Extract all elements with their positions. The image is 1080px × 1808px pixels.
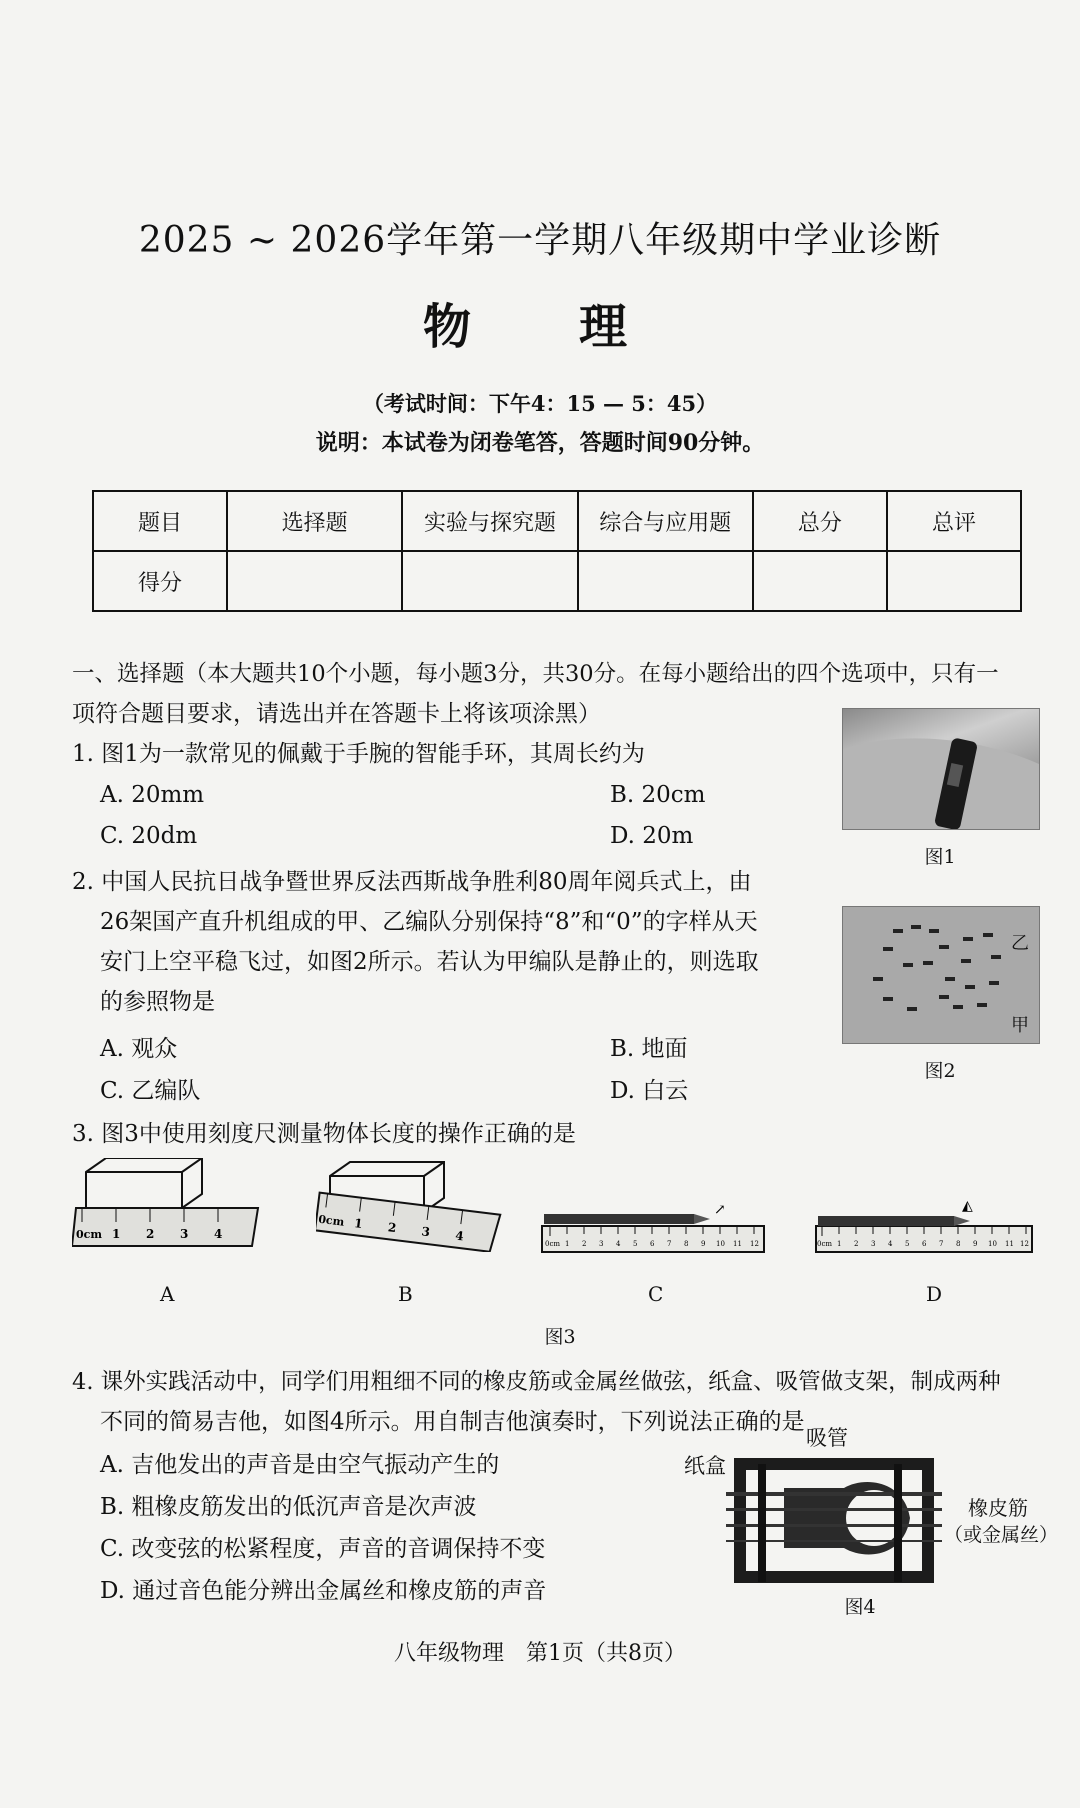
ruler-a-2: 2 — [146, 1227, 155, 1241]
section1-heading-line2: 项符合题目要求，请选出并在答题卡上将该项涂黑） — [72, 701, 601, 727]
q1-stem: 1. 图1为一款常见的佩戴于手腕的智能手环，其周长约为 — [72, 741, 645, 767]
q1-option-a[interactable]: A. 20mm — [100, 782, 205, 808]
ruler-d-0: 0cm — [817, 1240, 833, 1248]
ruler-c-8: 8 — [684, 1240, 689, 1248]
figure3-option-b-ruler — [316, 1158, 506, 1252]
ruler-c-6: 6 — [650, 1240, 655, 1248]
figure1-smart-band-photo — [842, 708, 1040, 830]
ruler-c-2: 2 — [582, 1240, 587, 1248]
score-header-review: 总评 — [887, 491, 1021, 551]
subject-title: 物 理 — [422, 299, 657, 355]
ruler-c-5: 5 — [633, 1240, 638, 1248]
score-header-item: 题目 — [93, 491, 227, 551]
score-cell-review[interactable] — [887, 551, 1021, 611]
q1-option-b[interactable]: B. 20cm — [610, 782, 706, 808]
figure3-option-d-ruler — [812, 1194, 1036, 1258]
figure2-helicopter-formation-photo — [842, 906, 1040, 1044]
smart-band-illustration — [843, 709, 1039, 829]
q2-line2: 26架国产直升机组成的甲、乙编队分别保持“8”和“0”的字样从天 — [100, 909, 758, 935]
score-header-choice: 选择题 — [227, 491, 402, 551]
score-header-application: 综合与应用题 — [578, 491, 753, 551]
q4-option-b[interactable]: B. 粗橡皮筋发出的低沉声音是次声波 — [100, 1494, 477, 1520]
score-cell-choice[interactable] — [227, 551, 402, 611]
pencil-d-mark: ◭ — [962, 1198, 973, 1214]
ruler-b-2: 2 — [387, 1220, 398, 1236]
page-footer: 八年级物理 第1页（共8页） — [394, 1641, 686, 1666]
score-cell-total[interactable] — [753, 551, 887, 611]
q2-line1: 2. 中国人民抗日战争暨世界反法西斯战争胜利80周年阅兵式上，由 — [72, 869, 752, 895]
ruler-d-1: 1 — [837, 1240, 842, 1248]
ruler-d-9: 9 — [973, 1240, 978, 1248]
pencil-c-mark: ↗ — [714, 1202, 726, 1218]
ruler-b-4: 4 — [454, 1228, 465, 1244]
score-cell-experiment[interactable] — [402, 551, 577, 611]
figure2-label-yi: 乙 — [1011, 933, 1029, 954]
q1-option-d[interactable]: D. 20m — [610, 823, 694, 849]
figure3-label-a: A — [160, 1282, 175, 1306]
figure2-caption: 图2 — [924, 1060, 956, 1082]
q4-option-a[interactable]: A. 吉他发出的声音是由空气振动产生的 — [100, 1452, 500, 1478]
ruler-d-5: 5 — [905, 1240, 910, 1248]
exam-description: 说明：本试卷为闭卷笔答，答题时间90分钟。 — [315, 430, 765, 456]
ruler-d-4: 4 — [888, 1240, 893, 1248]
ruler-a-4: 4 — [214, 1227, 223, 1241]
ruler-a-0: 0cm — [76, 1228, 102, 1241]
q2-option-a[interactable]: A. 观众 — [100, 1036, 178, 1062]
figure3-label-c: C — [648, 1282, 664, 1306]
ruler-c-0: 0cm — [545, 1240, 561, 1248]
ruler-d-12: 12 — [1020, 1240, 1029, 1248]
figure4-label-rubber-band: 橡皮筋 — [968, 1496, 1028, 1520]
ruler-d-11: 11 — [1005, 1240, 1014, 1248]
score-header-experiment: 实验与探究题 — [402, 491, 577, 551]
ruler-c-12: 12 — [750, 1240, 759, 1248]
ruler-d-8: 8 — [956, 1240, 961, 1248]
q2-option-d[interactable]: D. 白云 — [610, 1078, 689, 1104]
figure3-caption: 图3 — [544, 1326, 576, 1348]
exam-title: 2025 ~ 2026学年第一学期八年级期中学业诊断 — [138, 220, 942, 261]
figure3-option-c-ruler — [538, 1196, 768, 1260]
ruler-a-3: 3 — [180, 1227, 189, 1241]
figure4-label-metal-wire: （或金属丝） — [944, 1524, 1059, 1546]
q2-line4: 的参照物是 — [100, 989, 215, 1015]
q1-option-c[interactable]: C. 20dm — [100, 823, 198, 849]
ruler-c-11: 11 — [733, 1240, 742, 1248]
ruler-c-3: 3 — [599, 1240, 604, 1248]
ruler-d-3: 3 — [871, 1240, 876, 1248]
figure2-label-jia: 甲 — [1011, 1015, 1029, 1036]
ruler-d-6: 6 — [922, 1240, 927, 1248]
ruler-d-10: 10 — [988, 1240, 997, 1248]
ruler-c-7: 7 — [667, 1240, 672, 1248]
score-cell-application[interactable] — [578, 551, 753, 611]
ruler-b-1: 1 — [353, 1216, 364, 1232]
ruler-c-4: 4 — [616, 1240, 621, 1248]
score-table — [92, 490, 1022, 612]
q4-option-d[interactable]: D. 通过音色能分辨出金属丝和橡皮筋的声音 — [100, 1578, 547, 1604]
q3-stem: 3. 图3中使用刻度尺测量物体长度的操作正确的是 — [72, 1121, 576, 1147]
ruler-d-7: 7 — [939, 1240, 944, 1248]
figure3-label-d: D — [926, 1282, 943, 1306]
figure3-option-a-ruler — [72, 1158, 262, 1250]
ruler-c-9: 9 — [701, 1240, 706, 1248]
helicopter-formation-illustration — [843, 907, 1039, 1043]
figure4-label-straw: 吸管 — [806, 1426, 848, 1450]
ruler-c-10: 10 — [716, 1240, 725, 1248]
figure4-caption: 图4 — [844, 1596, 876, 1618]
score-row-label: 得分 — [93, 551, 227, 611]
ruler-a-1: 1 — [112, 1227, 121, 1241]
figure3-label-b: B — [398, 1282, 413, 1306]
q2-option-c[interactable]: C. 乙编队 — [100, 1078, 201, 1104]
q4-line1: 4. 课外实践活动中，同学们用粗细不同的橡皮筋或金属丝做弦，纸盒、吸管做支架，制成两种 — [72, 1369, 1001, 1395]
q2-option-b[interactable]: B. 地面 — [610, 1036, 688, 1062]
ruler-d-2: 2 — [854, 1240, 859, 1248]
q4-option-c[interactable]: C. 改变弦的松紧程度，声音的音调保持不变 — [100, 1536, 546, 1562]
q2-line3: 安门上空平稳飞过，如图2所示。若认为甲编队是静止的，则选取 — [100, 949, 759, 975]
exam-time: （考试时间：下午4：15 — 5：45） — [362, 391, 718, 416]
q4-line2: 不同的简易吉他，如图4所示。用自制吉他演奏时，下列说法正确的是 — [100, 1409, 805, 1435]
figure4-homemade-guitar — [724, 1448, 944, 1588]
ruler-b-3: 3 — [420, 1224, 431, 1240]
ruler-c-1: 1 — [565, 1240, 570, 1248]
figure1-caption: 图1 — [924, 846, 956, 868]
figure4-label-paper-box: 纸盒 — [684, 1454, 726, 1478]
section1-heading-line1: 一、选择题（本大题共10个小题，每小题3分，共30分。在每小题给出的四个选项中，只有一 — [72, 661, 999, 687]
score-header-total: 总分 — [753, 491, 887, 551]
ruler-b-0: 0cm — [317, 1212, 345, 1229]
